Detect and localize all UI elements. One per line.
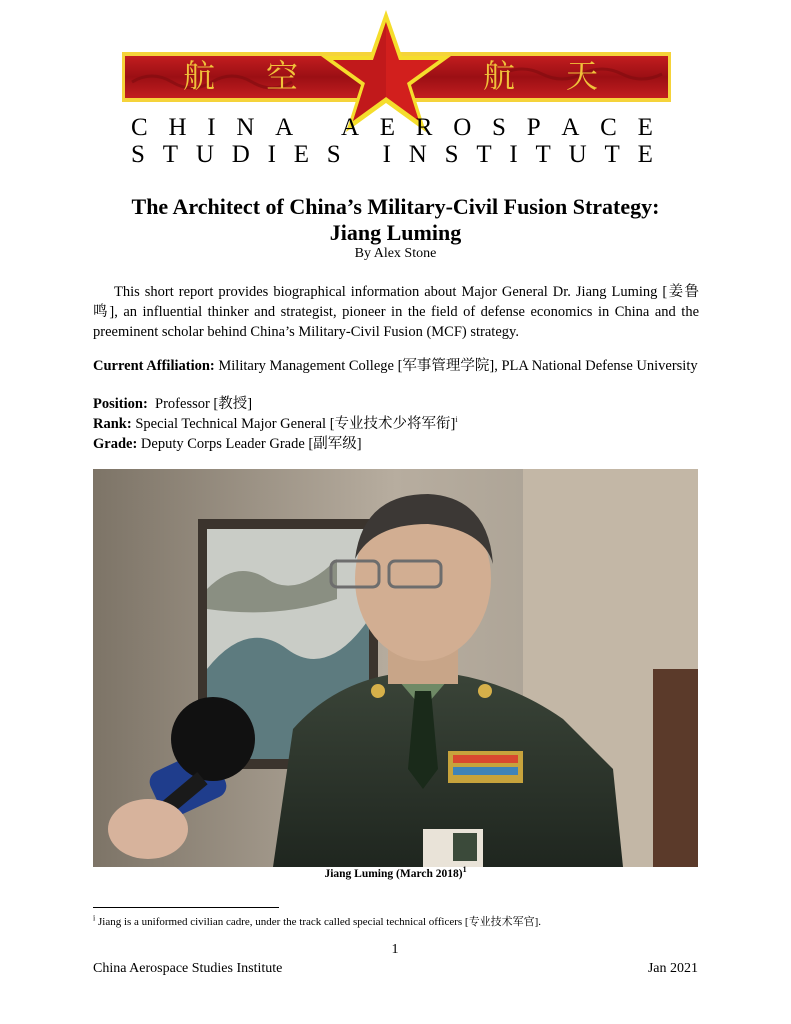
institute-letter: U xyxy=(195,141,214,168)
institute-letter: S xyxy=(326,141,341,168)
rank-row xyxy=(93,415,699,433)
rank-label: Rank: xyxy=(93,416,132,432)
position-row xyxy=(93,395,699,413)
grade-label: Grade: xyxy=(93,436,138,452)
affiliation-value: Military Management College [军事管理学院], PLA National Defense University xyxy=(218,358,698,374)
photo-caption-text: Jiang Luming (March 2018) xyxy=(324,868,463,880)
institute-letter: I xyxy=(207,114,216,141)
institute-letter: E xyxy=(637,141,653,168)
page-number: 1 xyxy=(391,942,399,957)
institute-letter: P xyxy=(526,114,541,141)
institute-letter: S xyxy=(492,114,506,141)
byline: By Alex Stone xyxy=(354,246,437,261)
affiliation-row xyxy=(93,357,699,375)
intro-paragraph: This short report provides biographical information about Major General Dr. Jiang Luming [姜鲁鸣], an influential thinker and strategist, pioneer in the field of defense economics in China and the preeminent scholar behind China’s Military-Civil Fusion (MCF) strategy. xyxy=(93,284,699,340)
footer-left: China Aerospace Studies Institute xyxy=(93,961,283,976)
footnote-marker: i xyxy=(93,913,96,923)
institute-letter: A xyxy=(340,114,360,141)
grade-value: Deputy Corps Leader Grade [副军级] xyxy=(140,436,362,452)
title-line1: The Architect of China’s Military-Civil Fusion Strategy: xyxy=(131,194,660,219)
institute-letter: E xyxy=(293,141,309,168)
banner-glyph-4: 天 xyxy=(566,57,599,95)
caption-footnote-marker[interactable]: 1 xyxy=(462,865,467,875)
rank-value: Special Technical Major General [专业技术少将军衔] xyxy=(135,416,456,432)
institute-letter: U xyxy=(568,141,587,168)
institute-letter xyxy=(359,141,365,169)
institute-letter: A xyxy=(275,114,294,141)
position-label: Position: xyxy=(93,396,148,412)
institute-letter: N xyxy=(236,114,255,141)
position-value: Professor [教授] xyxy=(155,396,253,412)
institute-letter: D xyxy=(231,141,250,168)
institute-letter: N xyxy=(408,141,427,168)
institute-letter: C xyxy=(600,114,617,141)
institute-letter: T xyxy=(162,141,178,168)
institute-letter: H xyxy=(168,114,187,141)
institute-letter: C xyxy=(131,114,148,141)
portrait-photo xyxy=(93,469,698,867)
institute-letter: E xyxy=(637,114,653,141)
photo-caption xyxy=(93,867,698,881)
institute-name-line1 xyxy=(131,114,653,142)
banner-glyph-1: 航 xyxy=(183,57,216,95)
institute-letter xyxy=(314,114,320,142)
institute-letter: A xyxy=(561,114,580,141)
institute-letter: O xyxy=(453,114,472,141)
title-line2: Jiang Luming xyxy=(329,220,462,245)
footnote-divider xyxy=(93,907,279,908)
footnote-text: Jiang is a uniformed civilian cadre, under the track called special technical officers [专业技术军官]. xyxy=(97,916,541,928)
footnote xyxy=(93,913,699,929)
institute-letter: I xyxy=(509,141,518,168)
banner-glyph-2: 空 xyxy=(266,57,299,95)
institute-letter: T xyxy=(535,141,551,168)
banner-glyph-3: 航 xyxy=(483,57,516,95)
institute-letter: T xyxy=(604,141,620,168)
institute-letter: T xyxy=(476,141,492,168)
footer-right: Jan 2021 xyxy=(647,961,698,976)
institute-letter: I xyxy=(382,141,391,168)
institute-name-line2 xyxy=(131,141,653,169)
rank-footnote-marker[interactable]: i xyxy=(455,415,458,425)
grade-row xyxy=(93,435,699,453)
institute-letter: S xyxy=(444,141,459,168)
institute-letter: S xyxy=(131,141,145,168)
institute-letter: I xyxy=(267,141,276,168)
affiliation-label: Current Affiliation: xyxy=(93,358,215,374)
institute-letter: R xyxy=(415,114,433,141)
institute-letter: E xyxy=(379,114,396,141)
